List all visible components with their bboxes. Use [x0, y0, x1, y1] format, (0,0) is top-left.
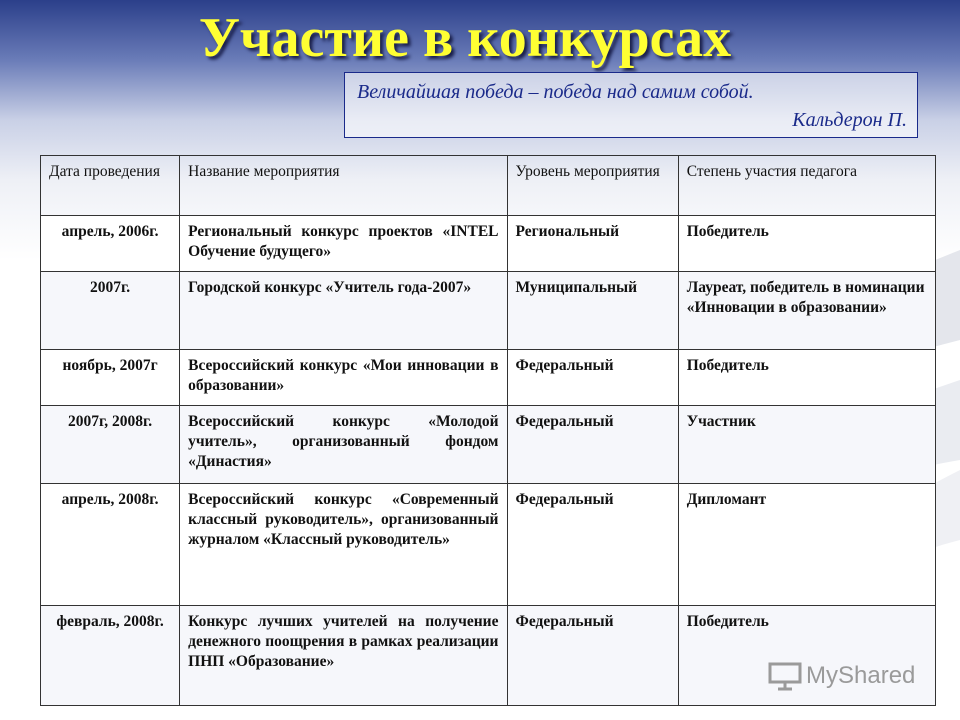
cell-date: февраль, 2008г.	[41, 606, 180, 706]
cell-date: апрель, 2008г.	[41, 484, 180, 606]
cell-level: Федеральный	[507, 350, 678, 406]
watermark-logo	[768, 656, 915, 696]
epigraph-box	[344, 72, 918, 138]
cell-date: ноябрь, 2007г	[41, 350, 180, 406]
watermark-text: MyShared	[806, 662, 916, 689]
cell-participation: Победитель	[678, 606, 935, 706]
cell-level: Муниципальный	[507, 272, 678, 350]
cell-event-name: Всероссийский конкурс «Мои инновации в образовании»	[180, 350, 507, 406]
header-participation: Степень участия педагога	[678, 156, 935, 216]
table-row	[41, 406, 936, 484]
header-level: Уровень мероприятия	[507, 156, 678, 216]
cell-level: Федеральный	[507, 606, 678, 706]
table-row	[41, 484, 936, 606]
cell-event-name: Конкурс лучших учителей на получение денежного поощрения в рамках реализации ПНП «Образование»	[180, 606, 507, 706]
competitions-table	[40, 155, 936, 706]
cell-event-name: Всероссийский конкурс «Молодой учитель», организованный фондом «Династия»	[180, 406, 507, 484]
epigraph-text: Величайшая победа – победа над самим собой.	[357, 81, 754, 103]
cell-date: апрель, 2006г.	[41, 216, 180, 272]
cell-participation: Победитель	[678, 350, 935, 406]
cell-level: Региональный	[507, 216, 678, 272]
cell-event-name: Региональный конкурс проектов «INTEL Обучение будущего»	[180, 216, 507, 272]
cell-level: Федеральный	[507, 484, 678, 606]
table-row	[41, 350, 936, 406]
page-title: Участие в конкурсах	[198, 7, 732, 69]
header-event-name: Название мероприятия	[180, 156, 507, 216]
table-row	[41, 216, 936, 272]
cell-participation: Лауреат, победитель в номинации «Инновации в образовании»	[678, 272, 935, 350]
cell-level: Федеральный	[507, 406, 678, 484]
cell-event-name: Всероссийский конкурс «Современный классный руководитель», организованный журналом «Классный руководитель»	[180, 484, 507, 606]
cell-participation: Участник	[678, 406, 935, 484]
presentation-icon	[768, 661, 802, 691]
epigraph-author: Кальдерон П.	[792, 109, 907, 131]
header-date: Дата проведения	[41, 156, 180, 216]
cell-date: 2007г, 2008г.	[41, 406, 180, 484]
cell-participation: Дипломант	[678, 484, 935, 606]
cell-participation: Победитель	[678, 216, 935, 272]
cell-date: 2007г.	[41, 272, 180, 350]
table-header-row	[41, 156, 936, 216]
cell-event-name: Городской конкурс «Учитель года-2007»	[180, 272, 507, 350]
table-row	[41, 272, 936, 350]
